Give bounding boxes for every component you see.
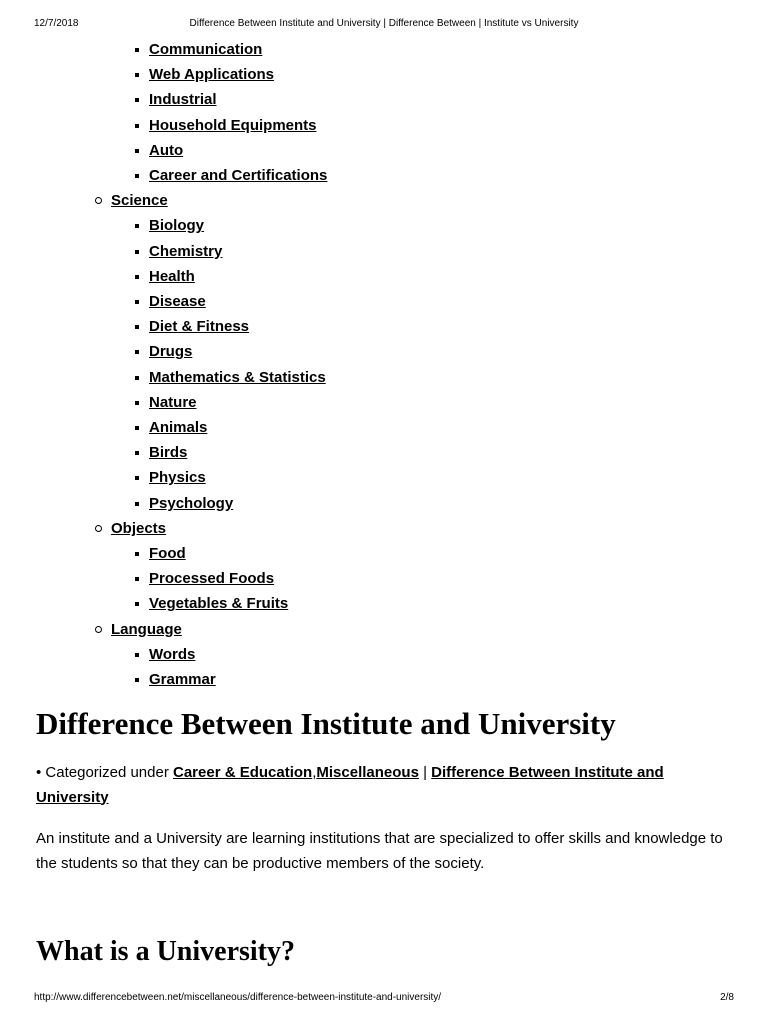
category-item-science <box>111 188 327 516</box>
subcategory-link-animals[interactable]: Animals <box>149 419 208 437</box>
list-item <box>149 62 327 87</box>
list-item <box>149 138 327 163</box>
meta-pipe: | <box>418 764 432 781</box>
print-url: http://www.differencebetween.net/miscellaneous/difference-between-institute-and-university/ <box>34 992 442 1003</box>
list-item <box>149 289 327 314</box>
category-nav <box>111 37 327 692</box>
article-title: Difference Between Institute and University <box>36 706 616 741</box>
subcategory-link-vegetables-fruits[interactable]: Vegetables & Fruits <box>149 595 289 613</box>
subcategory-link-processed-foods[interactable]: Processed Foods <box>149 570 275 588</box>
subcategory-link-chemistry[interactable]: Chemistry <box>149 242 223 260</box>
list-item <box>149 113 327 138</box>
list-item <box>149 667 327 692</box>
subcategory-link-diet-fitness[interactable]: Diet & Fitness <box>149 318 250 336</box>
list-item <box>149 163 327 188</box>
subcategory-link-mathematics-statistics[interactable]: Mathematics & Statistics <box>149 368 326 386</box>
list-item <box>149 37 327 62</box>
list-item <box>149 591 327 616</box>
continued-category <box>111 37 327 188</box>
list-item <box>149 264 327 289</box>
section-heading: What is a University? <box>36 936 295 967</box>
subcategory-list <box>111 541 327 617</box>
category-link-science[interactable]: Science <box>111 192 168 210</box>
list-item <box>149 566 327 591</box>
subcategory-link-grammar[interactable]: Grammar <box>149 671 216 689</box>
list-item <box>149 541 327 566</box>
subcategory-list <box>111 37 327 188</box>
article-self-link[interactable]: Difference Between Institute and University <box>36 764 664 806</box>
category-link-career-education[interactable]: Career & Education <box>173 764 313 781</box>
subcategory-link-physics[interactable]: Physics <box>149 469 206 487</box>
subcategory-link-disease[interactable]: Disease <box>149 293 206 311</box>
list-item <box>149 415 327 440</box>
print-page-number: 2/8 <box>720 992 734 1003</box>
list-item <box>149 339 327 364</box>
article <box>36 700 736 972</box>
list-item <box>149 440 327 465</box>
category-item-language <box>111 617 327 693</box>
subcategory-link-food[interactable]: Food <box>149 545 186 563</box>
subcategory-link-household-equipments[interactable]: Household Equipments <box>149 116 317 134</box>
print-date: 12/7/2018 <box>34 18 79 29</box>
subcategory-link-psychology[interactable]: Psychology <box>149 494 234 512</box>
article-meta <box>36 761 736 810</box>
subcategory-list <box>111 213 327 515</box>
subcategory-link-auto[interactable]: Auto <box>149 141 184 159</box>
subcategory-link-industrial[interactable]: Industrial <box>149 91 217 109</box>
category-item-objects <box>111 516 327 617</box>
subcategory-link-web-applications[interactable]: Web Applications <box>149 66 275 84</box>
list-item <box>149 365 327 390</box>
print-footer <box>34 991 734 1005</box>
print-page-title: Difference Between Institute and University | Difference Between | Institute vs University <box>189 18 579 29</box>
subcategory-link-communication[interactable]: Communication <box>149 41 263 58</box>
list-item <box>149 642 327 667</box>
list-item <box>149 491 327 516</box>
subcategory-link-health[interactable]: Health <box>149 267 195 285</box>
list-item <box>149 213 327 238</box>
subcategory-link-career-and-certifications[interactable]: Career and Certifications <box>149 167 328 185</box>
category-link-objects[interactable]: Objects <box>111 519 167 537</box>
print-header <box>34 17 734 31</box>
subcategory-link-drugs[interactable]: Drugs <box>149 343 193 361</box>
subcategory-list <box>111 642 327 692</box>
subcategory-link-words[interactable]: Words <box>149 645 196 663</box>
category-link-miscellaneous[interactable]: Miscellaneous <box>316 764 419 781</box>
list-item <box>149 465 327 490</box>
subcategory-link-biology[interactable]: Biology <box>149 217 204 235</box>
subcategory-link-nature[interactable]: Nature <box>149 393 197 411</box>
list-item <box>149 239 327 264</box>
list-item <box>149 390 327 415</box>
subcategory-link-birds[interactable]: Birds <box>149 444 188 462</box>
category-separator: , <box>312 764 317 781</box>
category-link-language[interactable]: Language <box>111 620 182 638</box>
list-item <box>149 87 327 112</box>
list-item <box>149 314 327 339</box>
categorized-prefix: • Categorized under <box>36 764 173 781</box>
intro-paragraph: An institute and a University are learning institutions that are specialized to offer skills and knowledge to the students so that they can be productive members of the society. <box>36 830 723 872</box>
